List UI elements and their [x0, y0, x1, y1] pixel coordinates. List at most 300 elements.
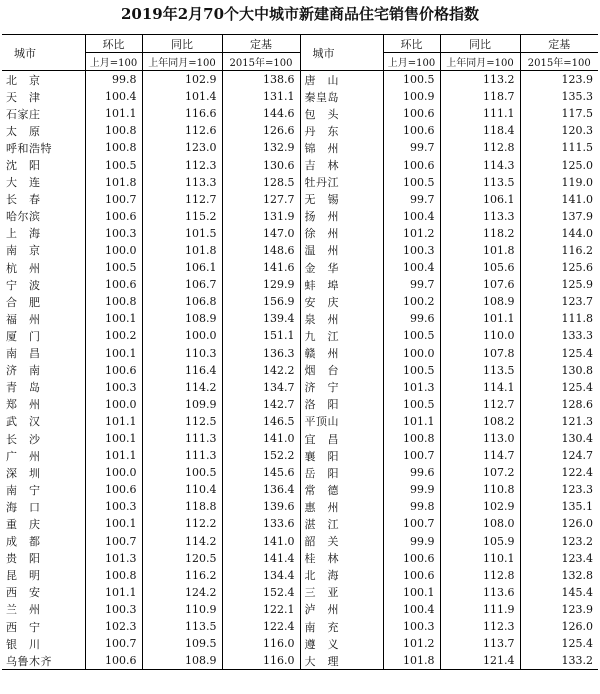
- right-yoy-cell: 108.9: [440, 293, 520, 310]
- left-mom-cell: 100.3: [85, 379, 142, 396]
- right-yoy-cell: 108.2: [440, 413, 520, 430]
- left-yoy-cell: 101.4: [142, 88, 222, 105]
- left-city-cell: 哈尔滨: [2, 208, 85, 225]
- table-body: [2, 71, 598, 670]
- left-mom-cell: 100.1: [85, 515, 142, 532]
- left-city-cell: 贵 阳: [2, 550, 85, 567]
- left-city-cell: 南 宁: [2, 481, 85, 498]
- left-yoy-cell: 112.3: [142, 156, 222, 173]
- right-city-cell: 吉 林: [300, 156, 383, 173]
- table-row: [2, 464, 598, 481]
- left-city-cell: 北 京: [2, 71, 85, 89]
- left-mom-cell: 100.1: [85, 345, 142, 362]
- right-fixed-cell: 125.4: [561, 380, 593, 394]
- right-city-cell: 唐 山: [300, 71, 383, 89]
- right-yoy-cell: 112.8: [440, 139, 520, 156]
- table-row: [2, 498, 598, 515]
- left-fixed-cell: 147.0: [222, 225, 300, 242]
- left-mom-cell: 100.8: [85, 122, 142, 139]
- right-yoy-cell: 110.0: [440, 327, 520, 344]
- left-fixed-cell: 122.4: [222, 618, 300, 635]
- left-mom-cell: 100.5: [85, 259, 142, 276]
- header-mom-base: 上月=100: [383, 53, 440, 71]
- left-city-cell: 银 川: [2, 635, 85, 652]
- left-fixed-cell: 128.5: [222, 174, 300, 191]
- header-yoy: 同比: [440, 35, 520, 53]
- right-mom-cell: 100.6: [383, 122, 440, 139]
- right-mom-cell: 100.6: [383, 550, 440, 567]
- right-mom-cell: 100.3: [383, 618, 440, 635]
- left-fixed-cell: 141.0: [222, 533, 300, 550]
- right-city-cell: 蚌 埠: [300, 276, 383, 293]
- left-fixed-cell: 145.6: [222, 464, 300, 481]
- left-fixed-cell: 151.1: [222, 327, 300, 344]
- table-row: [2, 396, 598, 413]
- header-mom: 环比: [383, 35, 440, 53]
- header-fixed-base: 2015年=100: [520, 53, 598, 71]
- right-mom-cell: 101.3: [383, 379, 440, 396]
- table-row: [2, 122, 598, 139]
- table-row: [2, 584, 598, 601]
- left-fixed-cell: 131.1: [222, 88, 300, 105]
- right-fixed-cell: 126.0: [561, 517, 593, 531]
- right-mom-cell: 100.7: [383, 447, 440, 464]
- left-mom-cell: 100.3: [85, 225, 142, 242]
- left-mom-cell: 100.3: [85, 498, 142, 515]
- left-city-cell: 乌鲁木齐: [2, 652, 85, 670]
- left-fixed-cell: 134.4: [222, 567, 300, 584]
- left-yoy-cell: 106.8: [142, 293, 222, 310]
- right-fixed-cell: 145.4: [561, 585, 593, 599]
- table-row: [2, 259, 598, 276]
- left-city-cell: 重 庆: [2, 515, 85, 532]
- header-mom: 环比: [85, 35, 142, 53]
- right-fixed-cell: 123.7: [561, 295, 593, 309]
- left-yoy-cell: 113.5: [142, 618, 222, 635]
- left-city-cell: 西 宁: [2, 618, 85, 635]
- left-fixed-cell: 152.4: [222, 584, 300, 601]
- right-city-cell: 金 华: [300, 259, 383, 276]
- right-yoy-cell: 106.1: [440, 191, 520, 208]
- right-mom-cell: 101.2: [383, 225, 440, 242]
- left-fixed-cell: 129.9: [222, 276, 300, 293]
- table-row: [2, 447, 598, 464]
- right-city-cell: 韶 关: [300, 533, 383, 550]
- right-fixed-cell: 132.8: [561, 568, 593, 582]
- right-fixed-cell: 126.0: [561, 620, 593, 634]
- table-row: [2, 88, 598, 105]
- right-city-cell: 襄 阳: [300, 447, 383, 464]
- left-yoy-cell: 106.7: [142, 276, 222, 293]
- right-city-cell: 三 亚: [300, 584, 383, 601]
- left-yoy-cell: 109.5: [142, 635, 222, 652]
- right-fixed-cell: 130.4: [561, 432, 593, 446]
- table-row: [2, 413, 598, 430]
- right-city-cell: 安 庆: [300, 293, 383, 310]
- page-title: 2019年2月70个大中城市新建商品住宅销售价格指数: [120, 5, 480, 23]
- header-fixed-base: 2015年=100: [222, 53, 300, 71]
- header-yoy-base: 上年同月=100: [440, 53, 520, 71]
- right-mom-cell: 100.6: [383, 105, 440, 122]
- right-yoy-cell: 111.9: [440, 601, 520, 618]
- right-mom-cell: 99.8: [383, 498, 440, 515]
- left-city-cell: 杭 州: [2, 259, 85, 276]
- right-yoy-cell: 110.8: [440, 481, 520, 498]
- right-city-cell: 包 头: [300, 105, 383, 122]
- right-yoy-cell: 107.8: [440, 345, 520, 362]
- left-yoy-cell: 108.9: [142, 652, 222, 670]
- left-mom-cell: 102.3: [85, 618, 142, 635]
- right-fixed-cell: 119.0: [561, 175, 593, 189]
- right-yoy-cell: 113.6: [440, 584, 520, 601]
- left-city-cell: 福 州: [2, 310, 85, 327]
- right-city-cell: 平顶山: [300, 413, 383, 430]
- right-yoy-cell: 107.2: [440, 464, 520, 481]
- left-city-cell: 长 春: [2, 191, 85, 208]
- table-row: [2, 567, 598, 584]
- right-yoy-cell: 101.8: [440, 242, 520, 259]
- left-yoy-cell: 111.3: [142, 430, 222, 447]
- left-yoy-cell: 112.6: [142, 122, 222, 139]
- left-city-cell: 海 口: [2, 498, 85, 515]
- left-fixed-cell: 144.6: [222, 105, 300, 122]
- right-city-cell: 扬 州: [300, 208, 383, 225]
- right-city-cell: 遵 义: [300, 635, 383, 652]
- right-fixed-cell: 123.9: [561, 73, 593, 87]
- right-city-cell: 徐 州: [300, 225, 383, 242]
- left-city-cell: 天 津: [2, 88, 85, 105]
- right-fixed-cell: 116.2: [561, 243, 593, 257]
- right-mom-cell: 100.6: [383, 156, 440, 173]
- right-yoy-cell: 114.1: [440, 379, 520, 396]
- right-yoy-cell: 118.7: [440, 88, 520, 105]
- table-row: [2, 174, 598, 191]
- left-fixed-cell: 133.6: [222, 515, 300, 532]
- left-city-cell: 厦 门: [2, 327, 85, 344]
- left-fixed-cell: 130.6: [222, 156, 300, 173]
- left-fixed-cell: 126.6: [222, 122, 300, 139]
- right-yoy-cell: 118.2: [440, 225, 520, 242]
- right-city-cell: 丹 东: [300, 122, 383, 139]
- table-row: [2, 156, 598, 173]
- table-row: [2, 276, 598, 293]
- right-fixed-cell: 122.4: [561, 466, 593, 480]
- left-mom-cell: 100.7: [85, 533, 142, 550]
- right-city-cell: 泉 州: [300, 310, 383, 327]
- table-row: [2, 533, 598, 550]
- left-city-cell: 长 沙: [2, 430, 85, 447]
- table-row: [2, 618, 598, 635]
- left-fixed-cell: 141.0: [222, 430, 300, 447]
- right-city-cell: 温 州: [300, 242, 383, 259]
- left-fixed-cell: 146.5: [222, 413, 300, 430]
- left-yoy-cell: 110.9: [142, 601, 222, 618]
- left-mom-cell: 101.8: [85, 174, 142, 191]
- left-city-cell: 深 圳: [2, 464, 85, 481]
- right-city-cell: 秦皇岛: [300, 88, 383, 105]
- left-yoy-cell: 101.8: [142, 242, 222, 259]
- right-mom-cell: 100.4: [383, 601, 440, 618]
- right-mom-cell: 99.7: [383, 139, 440, 156]
- left-yoy-cell: 110.3: [142, 345, 222, 362]
- right-city-cell: 赣 州: [300, 345, 383, 362]
- right-city-cell: 湛 江: [300, 515, 383, 532]
- table-row: [2, 430, 598, 447]
- left-mom-cell: 101.1: [85, 447, 142, 464]
- right-yoy-cell: 111.1: [440, 105, 520, 122]
- left-city-cell: 呼和浩特: [2, 139, 85, 156]
- right-mom-cell: 101.8: [383, 652, 440, 670]
- right-mom-cell: 100.5: [383, 174, 440, 191]
- left-yoy-cell: 124.2: [142, 584, 222, 601]
- left-yoy-cell: 101.5: [142, 225, 222, 242]
- table-row: [2, 550, 598, 567]
- table-row: [2, 601, 598, 618]
- right-city-cell: 无 锡: [300, 191, 383, 208]
- table-row: [2, 362, 598, 379]
- left-mom-cell: 101.1: [85, 105, 142, 122]
- left-mom-cell: 100.8: [85, 293, 142, 310]
- right-mom-cell: 100.2: [383, 293, 440, 310]
- left-mom-cell: 100.2: [85, 327, 142, 344]
- right-fixed-cell: 141.0: [561, 192, 593, 206]
- header-fixed: 定基: [520, 35, 598, 53]
- left-fixed-cell: 156.9: [222, 293, 300, 310]
- right-mom-cell: 100.9: [383, 88, 440, 105]
- table-row: [2, 208, 598, 225]
- left-yoy-cell: 116.4: [142, 362, 222, 379]
- left-fixed-cell: 116.0: [222, 635, 300, 652]
- right-mom-cell: 99.6: [383, 464, 440, 481]
- left-yoy-cell: 116.2: [142, 567, 222, 584]
- left-fixed-cell: 116.0: [222, 652, 300, 670]
- right-city-cell: 烟 台: [300, 362, 383, 379]
- left-city-cell: 上 海: [2, 225, 85, 242]
- left-yoy-cell: 108.9: [142, 310, 222, 327]
- left-yoy-cell: 112.7: [142, 191, 222, 208]
- right-fixed-cell: 125.0: [561, 158, 593, 172]
- right-mom-cell: 100.6: [383, 567, 440, 584]
- left-fixed-cell: 142.7: [222, 396, 300, 413]
- price-index-table: [2, 34, 598, 670]
- table-row: [2, 345, 598, 362]
- left-mom-cell: 100.6: [85, 276, 142, 293]
- left-yoy-cell: 100.0: [142, 327, 222, 344]
- right-fixed-cell: 135.3: [561, 90, 593, 104]
- left-mom-cell: 100.1: [85, 430, 142, 447]
- right-yoy-cell: 105.9: [440, 533, 520, 550]
- left-yoy-cell: 110.4: [142, 481, 222, 498]
- left-mom-cell: 100.4: [85, 88, 142, 105]
- right-yoy-cell: 114.3: [440, 156, 520, 173]
- right-mom-cell: 101.2: [383, 635, 440, 652]
- left-city-cell: 昆 明: [2, 567, 85, 584]
- right-fixed-cell: 117.5: [561, 107, 593, 121]
- right-city-cell: 大 理: [300, 652, 383, 670]
- right-mom-cell: 100.7: [383, 515, 440, 532]
- right-fixed-cell: 125.4: [561, 346, 593, 360]
- header-fixed: 定基: [222, 35, 300, 53]
- right-yoy-cell: 113.0: [440, 430, 520, 447]
- left-mom-cell: 100.7: [85, 191, 142, 208]
- table-row: [2, 379, 598, 396]
- left-yoy-cell: 112.5: [142, 413, 222, 430]
- right-fixed-cell: 124.7: [561, 449, 593, 463]
- right-fixed-cell: 125.4: [561, 637, 593, 651]
- header-city: 城市: [300, 35, 383, 71]
- left-mom-cell: 100.6: [85, 652, 142, 670]
- right-city-cell: 九 江: [300, 327, 383, 344]
- left-fixed-cell: 141.6: [222, 259, 300, 276]
- right-city-cell: 桂 林: [300, 550, 383, 567]
- table-row: [2, 652, 598, 670]
- right-mom-cell: 99.9: [383, 481, 440, 498]
- left-mom-cell: 101.3: [85, 550, 142, 567]
- right-fixed-cell: 133.2: [561, 654, 593, 668]
- left-city-cell: 石家庄: [2, 105, 85, 122]
- left-city-cell: 青 岛: [2, 379, 85, 396]
- right-fixed-cell: 125.9: [561, 278, 593, 292]
- left-yoy-cell: 106.1: [142, 259, 222, 276]
- right-yoy-cell: 113.2: [440, 71, 520, 89]
- right-yoy-cell: 102.9: [440, 498, 520, 515]
- left-mom-cell: 100.7: [85, 635, 142, 652]
- table-row: [2, 242, 598, 259]
- right-yoy-cell: 113.5: [440, 362, 520, 379]
- right-city-cell: 洛 阳: [300, 396, 383, 413]
- left-yoy-cell: 114.2: [142, 533, 222, 550]
- right-yoy-cell: 112.3: [440, 618, 520, 635]
- table-header: [2, 35, 598, 71]
- left-city-cell: 南 昌: [2, 345, 85, 362]
- right-fixed-cell: 125.6: [561, 261, 593, 275]
- right-city-cell: 泸 州: [300, 601, 383, 618]
- left-yoy-cell: 112.2: [142, 515, 222, 532]
- right-yoy-cell: 101.1: [440, 310, 520, 327]
- left-mom-cell: 100.6: [85, 481, 142, 498]
- right-city-cell: 牡丹江: [300, 174, 383, 191]
- left-mom-cell: 100.8: [85, 139, 142, 156]
- right-mom-cell: 100.5: [383, 362, 440, 379]
- left-fixed-cell: 127.7: [222, 191, 300, 208]
- left-yoy-cell: 111.3: [142, 447, 222, 464]
- left-mom-cell: 100.0: [85, 242, 142, 259]
- right-fixed-cell: 137.9: [561, 209, 593, 223]
- right-fixed-cell: 111.5: [561, 141, 593, 155]
- left-fixed-cell: 152.2: [222, 447, 300, 464]
- left-yoy-cell: 102.9: [142, 71, 222, 89]
- left-fixed-cell: 134.7: [222, 379, 300, 396]
- right-city-cell: 岳 阳: [300, 464, 383, 481]
- left-city-cell: 广 州: [2, 447, 85, 464]
- table-row: [2, 293, 598, 310]
- right-fixed-cell: 128.6: [561, 397, 593, 411]
- header-mom-base: 上月=100: [85, 53, 142, 71]
- right-yoy-cell: 110.1: [440, 550, 520, 567]
- right-yoy-cell: 113.5: [440, 174, 520, 191]
- left-yoy-cell: 114.2: [142, 379, 222, 396]
- left-city-cell: 合 肥: [2, 293, 85, 310]
- left-yoy-cell: 113.3: [142, 174, 222, 191]
- left-city-cell: 武 汉: [2, 413, 85, 430]
- right-mom-cell: 100.0: [383, 345, 440, 362]
- right-mom-cell: 100.1: [383, 584, 440, 601]
- left-yoy-cell: 109.9: [142, 396, 222, 413]
- left-yoy-cell: 116.6: [142, 105, 222, 122]
- left-mom-cell: 99.8: [85, 71, 142, 89]
- right-city-cell: 济 宁: [300, 379, 383, 396]
- left-fixed-cell: 139.6: [222, 498, 300, 515]
- right-yoy-cell: 112.8: [440, 567, 520, 584]
- right-mom-cell: 100.5: [383, 71, 440, 89]
- left-city-cell: 太 原: [2, 122, 85, 139]
- right-city-cell: 锦 州: [300, 139, 383, 156]
- left-yoy-cell: 115.2: [142, 208, 222, 225]
- right-fixed-cell: 120.3: [561, 124, 593, 138]
- right-mom-cell: 99.7: [383, 276, 440, 293]
- right-city-cell: 惠 州: [300, 498, 383, 515]
- right-fixed-cell: 123.4: [561, 551, 593, 565]
- left-fixed-cell: 142.2: [222, 362, 300, 379]
- left-fixed-cell: 122.1: [222, 601, 300, 618]
- right-city-cell: 南 充: [300, 618, 383, 635]
- left-city-cell: 兰 州: [2, 601, 85, 618]
- right-mom-cell: 100.4: [383, 259, 440, 276]
- left-fixed-cell: 138.6: [222, 71, 300, 89]
- right-yoy-cell: 113.3: [440, 208, 520, 225]
- right-mom-cell: 99.7: [383, 191, 440, 208]
- table-row: [2, 310, 598, 327]
- left-yoy-cell: 120.5: [142, 550, 222, 567]
- left-mom-cell: 100.0: [85, 464, 142, 481]
- right-yoy-cell: 112.7: [440, 396, 520, 413]
- right-yoy-cell: 114.7: [440, 447, 520, 464]
- right-mom-cell: 100.4: [383, 208, 440, 225]
- table-row: [2, 327, 598, 344]
- left-city-cell: 西 安: [2, 584, 85, 601]
- right-fixed-cell: 130.8: [561, 363, 593, 377]
- left-fixed-cell: 136.3: [222, 345, 300, 362]
- left-mom-cell: 100.8: [85, 567, 142, 584]
- right-mom-cell: 99.6: [383, 310, 440, 327]
- right-yoy-cell: 121.4: [440, 652, 520, 670]
- left-fixed-cell: 132.9: [222, 139, 300, 156]
- right-mom-cell: 101.1: [383, 413, 440, 430]
- right-yoy-cell: 107.6: [440, 276, 520, 293]
- right-fixed-cell: 121.3: [561, 414, 593, 428]
- left-fixed-cell: 139.4: [222, 310, 300, 327]
- left-city-cell: 济 南: [2, 362, 85, 379]
- table-row: [2, 481, 598, 498]
- left-mom-cell: 101.1: [85, 584, 142, 601]
- right-fixed-cell: 133.3: [561, 329, 593, 343]
- right-fixed-cell: 135.1: [561, 500, 593, 514]
- left-mom-cell: 100.3: [85, 601, 142, 618]
- left-mom-cell: 101.1: [85, 413, 142, 430]
- right-mom-cell: 100.8: [383, 430, 440, 447]
- left-mom-cell: 100.6: [85, 362, 142, 379]
- header-yoy: 同比: [142, 35, 222, 53]
- left-fixed-cell: 148.6: [222, 242, 300, 259]
- left-city-cell: 沈 阳: [2, 156, 85, 173]
- right-fixed-cell: 144.0: [561, 226, 593, 240]
- right-mom-cell: 100.3: [383, 242, 440, 259]
- table-row: [2, 515, 598, 532]
- right-yoy-cell: 113.7: [440, 635, 520, 652]
- right-city-cell: 宜 昌: [300, 430, 383, 447]
- table-row: [2, 139, 598, 156]
- right-city-cell: 常 德: [300, 481, 383, 498]
